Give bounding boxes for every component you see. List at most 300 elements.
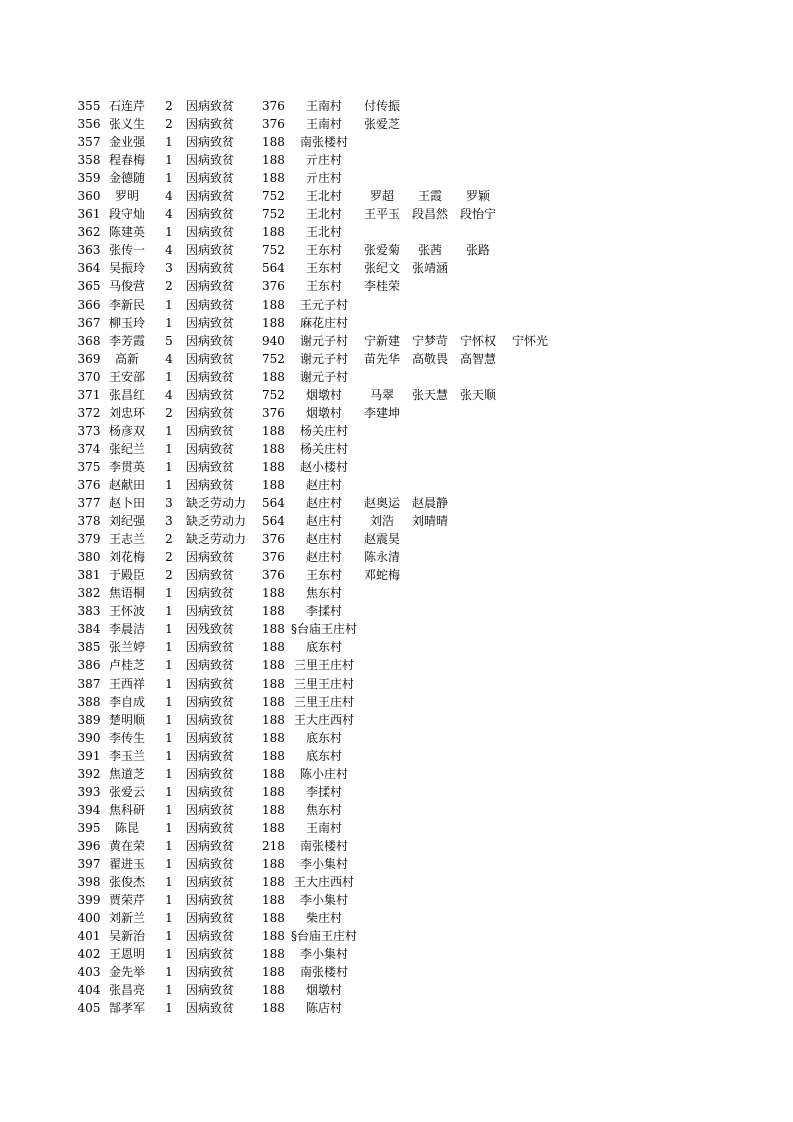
amount: 188 [262, 441, 285, 456]
village: 亓庄村 [305, 153, 342, 168]
amount: 188 [262, 983, 285, 998]
head-name: 李贯英 [108, 459, 145, 474]
row-number: 397 [77, 856, 101, 871]
amount: 188 [262, 694, 285, 709]
family-member: 高敬畏 [411, 351, 448, 366]
household-size: 1 [165, 875, 173, 890]
amount: 188 [262, 604, 285, 619]
head-name: 焦科研 [108, 802, 145, 817]
household-size: 1 [165, 640, 173, 655]
row-number: 402 [77, 947, 101, 962]
household-size: 1 [165, 947, 173, 962]
head-name: 吴振玲 [108, 261, 145, 276]
poverty-reason: 因病致贫 [186, 730, 235, 745]
village: 李小集村 [299, 856, 348, 871]
family-member: 段昌然 [411, 207, 448, 222]
household-size: 1 [165, 748, 173, 763]
head-name: 张俊杰 [108, 875, 145, 890]
village: 王东村 [305, 568, 342, 583]
village: 王元子村 [299, 297, 348, 312]
village: 烟墩村 [305, 405, 342, 420]
poverty-reason: 因病致贫 [186, 243, 235, 258]
row-number: 375 [77, 459, 101, 474]
family-member: 张天慧 [411, 387, 448, 402]
head-name: 王恩明 [108, 947, 145, 962]
poverty-reason: 因病致贫 [186, 983, 235, 998]
row-number: 396 [77, 838, 101, 853]
poverty-reason: 因病致贫 [186, 423, 235, 438]
row-number: 377 [77, 496, 101, 511]
head-name: 张义生 [108, 117, 145, 132]
head-name: 石连芹 [108, 99, 145, 113]
village: 焦东村 [305, 802, 342, 817]
family-member: 宁怀权 [459, 333, 496, 348]
poverty-reason: 因病致贫 [186, 99, 235, 113]
family-member: 赵震昊 [363, 532, 400, 547]
household-size: 1 [165, 477, 173, 492]
row-number: 395 [77, 820, 101, 835]
village: 王北村 [305, 189, 342, 204]
row-number: 383 [77, 604, 101, 619]
family-member: 张路 [465, 243, 490, 258]
poverty-reason: 因病致贫 [186, 225, 235, 240]
amount: 376 [262, 117, 285, 132]
household-size: 1 [165, 838, 173, 853]
household-size: 1 [165, 856, 173, 871]
amount: 188 [262, 171, 285, 186]
head-name: 王安部 [108, 369, 145, 384]
amount: 188 [262, 622, 285, 637]
household-size: 1 [165, 622, 173, 637]
row-number: 371 [77, 387, 101, 402]
head-name: 李玉兰 [108, 748, 145, 763]
row-number: 374 [77, 441, 101, 456]
row-number: 380 [77, 550, 101, 565]
amount: 188 [262, 802, 285, 817]
village: 王南村 [305, 117, 342, 132]
household-size: 3 [165, 496, 173, 511]
poverty-reason: 缺乏劳动力 [186, 532, 247, 547]
head-name: 陈建英 [108, 225, 145, 240]
row-number: 366 [77, 297, 101, 312]
poverty-reason: 因病致贫 [186, 658, 235, 673]
head-name: 于殿臣 [108, 568, 145, 583]
village: 谢元子村 [299, 369, 348, 384]
row-number: 391 [77, 748, 101, 763]
amount: 376 [262, 532, 285, 547]
row-number: 369 [77, 351, 101, 366]
head-name: 王志兰 [108, 532, 145, 547]
amount: 188 [262, 748, 285, 763]
amount: 188 [262, 658, 285, 673]
household-size: 4 [165, 351, 173, 366]
poverty-reason: 因病致贫 [186, 171, 235, 186]
amount: 188 [262, 640, 285, 655]
amount: 376 [262, 99, 285, 113]
head-name: 高新 [114, 351, 139, 366]
household-size: 1 [165, 171, 173, 186]
amount: 376 [262, 405, 285, 420]
head-name: 金先举 [108, 965, 145, 980]
family-member: 罗颖 [465, 189, 490, 204]
household-size: 4 [165, 189, 173, 204]
row-number: 405 [77, 1001, 101, 1016]
row-number: 384 [77, 622, 101, 637]
head-name: 李传生 [108, 730, 145, 745]
poverty-reason: 因病致贫 [186, 261, 235, 276]
family-member: 付传振 [363, 99, 400, 113]
head-name: 刘花梅 [108, 550, 145, 565]
head-name: 翟进玉 [108, 856, 145, 871]
amount: 218 [262, 838, 285, 853]
head-name: 李新民 [108, 297, 145, 312]
household-size: 3 [165, 514, 173, 529]
household-size: 1 [165, 225, 173, 240]
household-size: 2 [165, 532, 173, 547]
head-name: 张纪兰 [108, 441, 145, 456]
poverty-reason: 因病致贫 [186, 929, 235, 944]
head-name: 张昌亮 [108, 983, 145, 998]
row-number: 400 [77, 911, 101, 926]
head-name: 马俊营 [108, 279, 145, 294]
household-size: 2 [165, 568, 173, 583]
village: 南张楼村 [299, 838, 348, 853]
household-size: 1 [165, 730, 173, 745]
village: 王南村 [305, 99, 342, 113]
row-number: 356 [77, 117, 101, 132]
poverty-reason: 因病致贫 [186, 766, 235, 781]
amount: 188 [262, 459, 285, 474]
household-size: 1 [165, 658, 173, 673]
household-size: 5 [165, 333, 173, 348]
family-member: 罗超 [369, 189, 394, 204]
head-name: 张传一 [108, 243, 145, 258]
village: 谢元子村 [299, 333, 348, 348]
family-member: 陈永清 [363, 550, 400, 565]
household-size: 1 [165, 676, 173, 691]
village: 王北村 [305, 207, 342, 222]
row-number: 365 [77, 279, 101, 294]
amount: 752 [262, 243, 285, 258]
poverty-reason: 因残致贫 [186, 622, 235, 637]
head-name: 刘忠环 [108, 405, 145, 420]
village: 三里王庄村 [293, 658, 354, 673]
household-size: 1 [165, 766, 173, 781]
row-number: 362 [77, 225, 101, 240]
poverty-reason: 因病致贫 [186, 441, 235, 456]
household-size: 1 [165, 712, 173, 727]
village: 底东村 [305, 748, 342, 763]
amount: 188 [262, 820, 285, 835]
row-number: 378 [77, 514, 101, 529]
family-member: 刘晴晴 [411, 514, 448, 529]
poverty-reason: 因病致贫 [186, 333, 235, 348]
row-number: 404 [77, 983, 101, 998]
family-member: 苗先华 [363, 351, 400, 366]
family-member: 马翠 [369, 387, 394, 402]
family-member: 王平玉 [363, 207, 400, 222]
amount: 188 [262, 1001, 285, 1016]
village: 王东村 [305, 279, 342, 294]
amount: 188 [262, 893, 285, 908]
poverty-reason: 因病致贫 [186, 965, 235, 980]
head-name: 金业强 [108, 135, 145, 150]
amount: 376 [262, 279, 285, 294]
head-name: 楚明顺 [108, 712, 145, 727]
poverty-reason: 因病致贫 [186, 838, 235, 853]
amount: 188 [262, 423, 285, 438]
village: 王东村 [305, 261, 342, 276]
row-number: 370 [77, 369, 101, 384]
family-member: 张茜 [417, 243, 442, 258]
village: 赵庄村 [305, 532, 342, 547]
head-name: 刘新兰 [108, 911, 145, 926]
village: 赵庄村 [305, 550, 342, 565]
head-name: 杨彦双 [108, 423, 145, 438]
row-number: 379 [77, 532, 101, 547]
amount: 188 [262, 730, 285, 745]
village: 底东村 [305, 640, 342, 655]
row-number: 401 [77, 929, 101, 944]
amount: 188 [262, 947, 285, 962]
amount: 188 [262, 875, 285, 890]
family-member: 刘浩 [369, 514, 394, 529]
poverty-reason: 因病致贫 [186, 153, 235, 168]
family-member: 李桂荣 [363, 279, 400, 294]
row-number: 382 [77, 586, 101, 601]
row-number: 372 [77, 405, 101, 420]
poverty-reason: 因病致贫 [186, 405, 235, 420]
poverty-reason: 因病致贫 [186, 279, 235, 294]
row-number: 359 [77, 171, 101, 186]
household-size: 1 [165, 802, 173, 817]
household-size: 4 [165, 387, 173, 402]
village: §台庙王庄村 [290, 622, 357, 637]
row-number: 394 [77, 802, 101, 817]
poverty-reason: 因病致贫 [186, 748, 235, 763]
poverty-reason: 因病致贫 [186, 802, 235, 817]
poverty-reason: 因病致贫 [186, 315, 235, 330]
poverty-reason: 因病致贫 [186, 875, 235, 890]
amount: 188 [262, 586, 285, 601]
poverty-reason: 因病致贫 [186, 459, 235, 474]
head-name: 张兰婷 [108, 640, 145, 655]
amount: 752 [262, 351, 285, 366]
family-member: 张爱芝 [363, 117, 400, 132]
amount: 940 [262, 333, 285, 348]
household-size: 3 [165, 261, 173, 276]
amount: 188 [262, 153, 285, 168]
poverty-reason: 因病致贫 [186, 604, 235, 619]
head-name: 焦语桐 [108, 586, 145, 601]
family-member: 高智慧 [459, 351, 496, 366]
poverty-reason: 缺乏劳动力 [186, 514, 247, 529]
head-name: 王西祥 [108, 676, 145, 691]
village: 底东村 [305, 730, 342, 745]
family-member: 李建坤 [363, 405, 400, 420]
family-member: 赵奥运 [363, 496, 400, 511]
poverty-reason: 缺乏劳动力 [186, 496, 247, 511]
household-size: 1 [165, 911, 173, 926]
family-member: 王霞 [417, 189, 442, 204]
row-number: 355 [77, 99, 101, 113]
household-size: 1 [165, 423, 173, 438]
household-size: 4 [165, 207, 173, 222]
village: 亓庄村 [305, 171, 342, 186]
poverty-reason: 因病致贫 [186, 189, 235, 204]
village: 陈店村 [305, 1001, 342, 1016]
amount: 188 [262, 784, 285, 799]
poverty-reason: 因病致贫 [186, 586, 235, 601]
amount: 376 [262, 568, 285, 583]
amount: 188 [262, 477, 285, 492]
poverty-reason: 因病致贫 [186, 784, 235, 799]
poverty-reason: 因病致贫 [186, 351, 235, 366]
poverty-reason: 因病致贫 [186, 297, 235, 312]
poverty-reason: 因病致贫 [186, 369, 235, 384]
poverty-reason: 因病致贫 [186, 911, 235, 926]
row-number: 367 [77, 315, 101, 330]
row-number: 376 [77, 477, 101, 492]
poverty-reason: 因病致贫 [186, 820, 235, 835]
row-number: 388 [77, 694, 101, 709]
household-size: 4 [165, 243, 173, 258]
amount: 188 [262, 712, 285, 727]
household-size: 1 [165, 965, 173, 980]
village: 李小集村 [299, 947, 348, 962]
amount: 188 [262, 856, 285, 871]
household-size: 1 [165, 604, 173, 619]
amount: 188 [262, 766, 285, 781]
village: 三里王庄村 [293, 694, 354, 709]
amount: 752 [262, 189, 285, 204]
poverty-reason: 因病致贫 [186, 676, 235, 691]
amount: 188 [262, 369, 285, 384]
row-number: 363 [77, 243, 101, 258]
row-number: 360 [77, 189, 101, 204]
village: 赵小楼村 [299, 459, 348, 474]
poverty-reason: 因病致贫 [186, 477, 235, 492]
head-name: 卢桂芝 [108, 658, 145, 673]
household-size: 1 [165, 586, 173, 601]
amount: 188 [262, 676, 285, 691]
amount: 752 [262, 207, 285, 222]
village: 赵庄村 [305, 496, 342, 511]
family-member: 宁梦苛 [411, 333, 448, 348]
village: 烟墩村 [305, 387, 342, 402]
row-number: 398 [77, 875, 101, 890]
amount: 188 [262, 297, 285, 312]
row-number: 361 [77, 207, 101, 222]
head-name: 吴新治 [108, 929, 145, 944]
family-member: 张靖涵 [411, 261, 448, 276]
household-size: 1 [165, 441, 173, 456]
village: §台庙王庄村 [290, 929, 357, 944]
amount: 188 [262, 911, 285, 926]
village: 王南村 [305, 820, 342, 835]
household-size: 1 [165, 929, 173, 944]
household-size: 1 [165, 983, 173, 998]
family-member: 张纪文 [363, 261, 400, 276]
row-number: 381 [77, 568, 101, 583]
row-number: 358 [77, 153, 101, 168]
family-member: 宁新建 [363, 333, 400, 348]
household-size: 1 [165, 1001, 173, 1016]
family-member: 张天顺 [459, 387, 496, 402]
head-name: 刘纪强 [108, 514, 145, 529]
household-size: 2 [165, 550, 173, 565]
village: 南张楼村 [299, 965, 348, 980]
head-name: 段守灿 [108, 207, 145, 222]
head-name: 陈昆 [114, 820, 139, 835]
village: 李揉村 [305, 604, 342, 619]
village: 南张楼村 [299, 135, 348, 150]
village: 李揉村 [305, 784, 342, 799]
head-name: 罗明 [114, 189, 139, 204]
poverty-reason: 因病致贫 [186, 856, 235, 871]
row-number: 399 [77, 893, 101, 908]
village: 谢元子村 [299, 351, 348, 366]
village: 焦东村 [305, 586, 342, 601]
amount: 564 [262, 261, 285, 276]
poverty-reason: 因病致贫 [186, 117, 235, 132]
village: 王东村 [305, 243, 342, 258]
village: 杨关庄村 [299, 441, 348, 456]
poverty-reason: 因病致贫 [186, 893, 235, 908]
head-name: 王怀波 [108, 604, 145, 619]
amount: 564 [262, 496, 285, 511]
poverty-reason: 因病致贫 [186, 387, 235, 402]
poverty-reason: 因病致贫 [186, 550, 235, 565]
poverty-reason: 因病致贫 [186, 640, 235, 655]
household-size: 1 [165, 820, 173, 835]
poverty-reason: 因病致贫 [186, 1001, 235, 1016]
row-number: 357 [77, 135, 101, 150]
household-size: 1 [165, 459, 173, 474]
head-name: 李晨洁 [108, 622, 145, 637]
amount: 376 [262, 550, 285, 565]
village: 赵庄村 [305, 477, 342, 492]
amount: 188 [262, 965, 285, 980]
row-number: 368 [77, 333, 101, 348]
household-size: 2 [165, 279, 173, 294]
head-name: 张爱云 [108, 784, 145, 799]
head-name: 郜孝军 [108, 1001, 145, 1016]
household-size: 2 [165, 99, 173, 113]
row-number: 386 [77, 658, 101, 673]
row-number: 392 [77, 766, 101, 781]
household-size: 1 [165, 784, 173, 799]
village: 烟墩村 [305, 983, 342, 998]
village: 柴庄村 [305, 911, 342, 926]
household-size: 1 [165, 315, 173, 330]
amount: 752 [262, 387, 285, 402]
row-number: 389 [77, 712, 101, 727]
poverty-reason: 因病致贫 [186, 207, 235, 222]
household-size: 1 [165, 893, 173, 908]
family-member: 邓蛇梅 [363, 568, 400, 583]
household-size: 1 [165, 694, 173, 709]
family-member: 宁怀光 [511, 333, 548, 348]
head-name: 程春梅 [108, 153, 145, 168]
poverty-reason: 因病致贫 [186, 947, 235, 962]
row-number: 364 [77, 261, 101, 276]
family-member: 赵晨静 [411, 496, 448, 511]
village: 陈小庄村 [299, 766, 348, 781]
head-name: 焦道芝 [108, 766, 145, 781]
amount: 564 [262, 514, 285, 529]
household-size: 1 [165, 297, 173, 312]
